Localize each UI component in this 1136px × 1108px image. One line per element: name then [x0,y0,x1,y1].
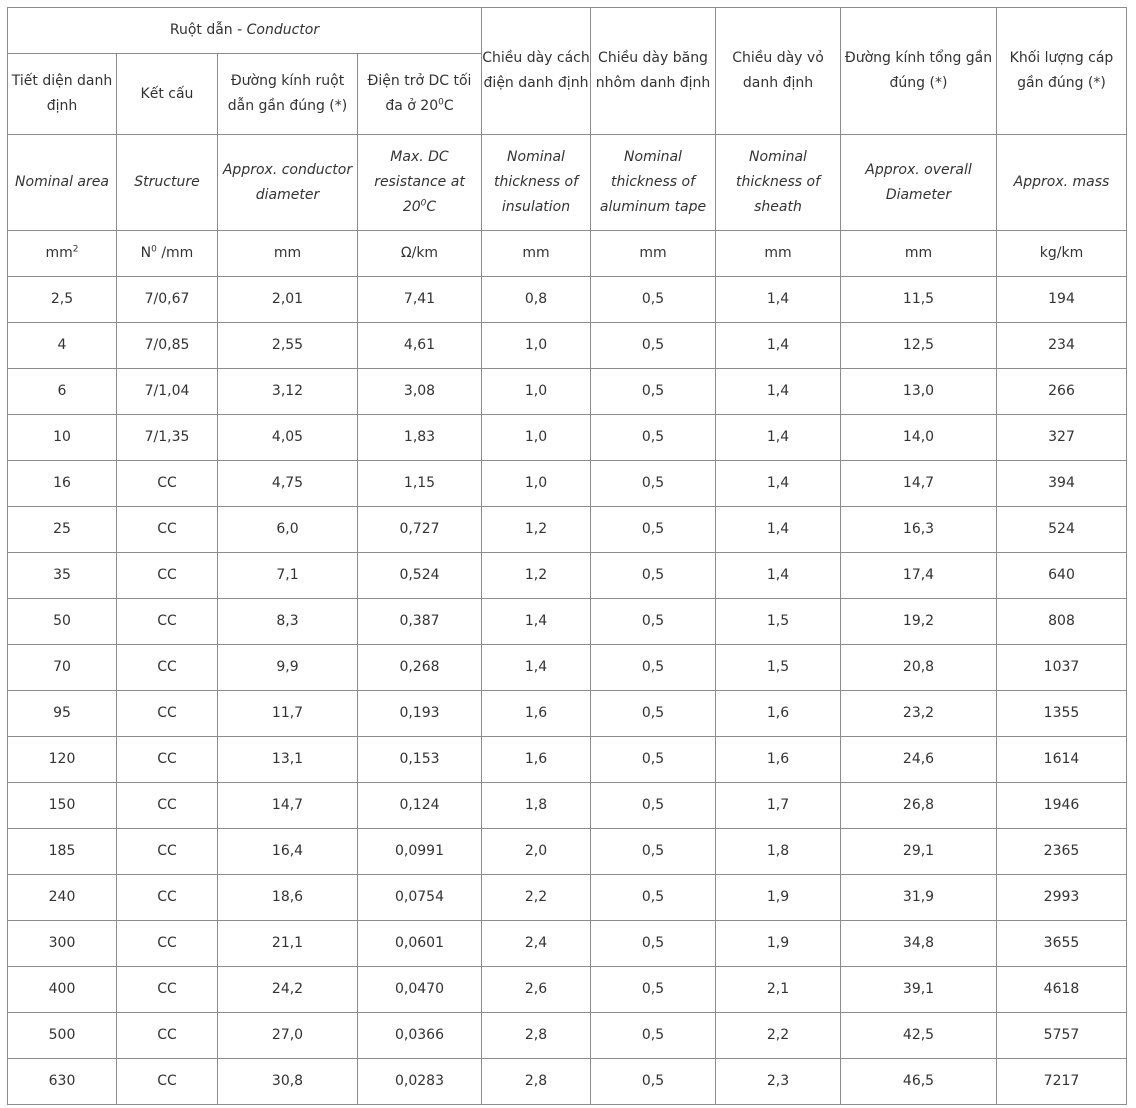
unit-cell: Ω/km [358,231,482,277]
table-cell: 0,268 [358,645,482,691]
table-cell: 185 [8,829,117,875]
table-cell: CC [117,599,218,645]
table-cell: 26,8 [841,783,997,829]
table-cell: 1,6 [482,737,591,783]
table-cell: 7217 [997,1059,1127,1105]
table-cell: 0,5 [591,645,716,691]
table-cell: 1,8 [482,783,591,829]
unit-cell: mm [218,231,358,277]
conductor-group-header [8,8,482,54]
table-cell: 4,61 [358,323,482,369]
table-row [8,691,1127,737]
table-row [8,277,1127,323]
table-cell: 14,0 [841,415,997,461]
table-cell: 1614 [997,737,1127,783]
table-cell: CC [117,507,218,553]
header-resistance-en: Max. DC resistance at $20^0C$ [358,135,482,231]
header-mass-en: Approx. mass [997,135,1127,231]
table-cell: 13,0 [841,369,997,415]
table-cell: 640 [997,553,1127,599]
table-cell: 1,15 [358,461,482,507]
header-row-units [8,231,1127,277]
header-overall-diameter-vi: Đường kính tổng gần đúng (*) [841,8,997,135]
table-cell: 150 [8,783,117,829]
table-cell: 2993 [997,875,1127,921]
table-cell: 17,4 [841,553,997,599]
header-resistance-vi: Điện trở DC tối đa ở $20^0C$ [358,54,482,135]
table-cell: 1,4 [716,323,841,369]
table-cell: 3655 [997,921,1127,967]
table-cell: 14,7 [841,461,997,507]
table-cell: 70 [8,645,117,691]
table-cell: 0,0754 [358,875,482,921]
table-cell: 2,1 [716,967,841,1013]
table-row [8,645,1127,691]
table-cell: 7/0,85 [117,323,218,369]
table-cell: 11,5 [841,277,997,323]
table-cell: CC [117,737,218,783]
table-row [8,507,1127,553]
table-cell: 266 [997,369,1127,415]
table-row [8,875,1127,921]
table-cell: CC [117,691,218,737]
table-cell: 2,2 [482,875,591,921]
table-cell: 20,8 [841,645,997,691]
table-cell: 0,5 [591,737,716,783]
table-cell: 1,0 [482,323,591,369]
table-cell: 2365 [997,829,1127,875]
table-row [8,829,1127,875]
table-cell: 23,2 [841,691,997,737]
table-cell: 1,4 [482,599,591,645]
table-cell: 0,5 [591,415,716,461]
header-conductor-diameter-vi: Đường kính ruột dẫn gần đúng (*) [218,54,358,135]
table-cell: 16,3 [841,507,997,553]
table-cell: 2,55 [218,323,358,369]
header-structure-vi: Kết cấu [117,54,218,135]
table-cell: 1,0 [482,461,591,507]
table-cell: 29,1 [841,829,997,875]
header-sheath-en: Nominal thickness of sheath [716,135,841,231]
table-cell: 4,05 [218,415,358,461]
table-cell: 21,1 [218,921,358,967]
table-cell: 46,5 [841,1059,997,1105]
table-cell: 18,6 [218,875,358,921]
table-cell: 7/1,04 [117,369,218,415]
table-cell: 3,12 [218,369,358,415]
table-cell: 0,5 [591,875,716,921]
table-cell: 0,124 [358,783,482,829]
table-cell: 7,41 [358,277,482,323]
table-cell: 0,5 [591,1013,716,1059]
table-cell: 2,8 [482,1059,591,1105]
table-cell: 7/0,67 [117,277,218,323]
table-cell: 2,0 [482,829,591,875]
table-cell: 95 [8,691,117,737]
table-cell: 1946 [997,783,1127,829]
table-cell: 0,0470 [358,967,482,1013]
table-cell: 0,727 [358,507,482,553]
table-cell: 400 [8,967,117,1013]
table-cell: 42,5 [841,1013,997,1059]
table-cell: 2,4 [482,921,591,967]
table-cell: 1,2 [482,507,591,553]
table-cell: 0,5 [591,553,716,599]
header-conductor-diameter-en: Approx. conductor diameter [218,135,358,231]
table-row [8,783,1127,829]
table-cell: 24,2 [218,967,358,1013]
table-cell: 0,8 [482,277,591,323]
table-cell: 0,5 [591,277,716,323]
table-cell: 0,5 [591,599,716,645]
table-body [8,277,1127,1105]
table-cell: 0,193 [358,691,482,737]
table-row [8,1013,1127,1059]
unit-cell: kg/km [997,231,1127,277]
table-cell: 327 [997,415,1127,461]
table-cell: 1,6 [716,737,841,783]
table-cell: 4618 [997,967,1127,1013]
table-cell: 5757 [997,1013,1127,1059]
header-overall-diameter-en: Approx. overall Diameter [841,135,997,231]
table-cell: 1,0 [482,415,591,461]
table-cell: 16 [8,461,117,507]
header-insulation-en: Nominal thickness of insulation [482,135,591,231]
table-cell: 1,5 [716,599,841,645]
table-cell: 0,0283 [358,1059,482,1105]
table-cell: 1037 [997,645,1127,691]
table-cell: 10 [8,415,117,461]
table-cell: 2,5 [8,277,117,323]
header-nominal-area-en: Nominal area [8,135,117,231]
table-cell: 0,5 [591,1059,716,1105]
table-cell: 524 [997,507,1127,553]
unit-cell: mm [482,231,591,277]
table-cell: 6 [8,369,117,415]
unit-cell: $N^0$ /mm [117,231,218,277]
table-row [8,553,1127,599]
header-row-en [8,135,1127,231]
header-aluminum-tape-vi: Chiều dày băng nhôm danh định [591,8,716,135]
table-cell: 1,4 [716,415,841,461]
table-cell: 11,7 [218,691,358,737]
table-cell: 25 [8,507,117,553]
conductor-group-label-vi: Ruột dẫn - [169,22,247,38]
table-cell: 1,5 [716,645,841,691]
table-cell: 0,153 [358,737,482,783]
table-row [8,369,1127,415]
table-row [8,737,1127,783]
cable-spec-table [7,7,1127,1105]
header-aluminum-tape-en: Nominal thickness of aluminum tape [591,135,716,231]
table-cell: 6,0 [218,507,358,553]
table-cell: 3,08 [358,369,482,415]
table-cell: 2,6 [482,967,591,1013]
unit-cell: mm [716,231,841,277]
header-mass-vi: Khối lượng cáp gần đúng (*) [997,8,1127,135]
table-cell: 1,9 [716,921,841,967]
table-row [8,599,1127,645]
table-cell: 394 [997,461,1127,507]
table-cell: 0,5 [591,829,716,875]
table-cell: 630 [8,1059,117,1105]
table-cell: 1,4 [482,645,591,691]
unit-cell: $mm^2$ [8,231,117,277]
table-cell: 1,4 [716,369,841,415]
table-cell: CC [117,461,218,507]
table-cell: 7/1,35 [117,415,218,461]
table-cell: 1,0 [482,369,591,415]
table-row [8,921,1127,967]
table-cell: 234 [997,323,1127,369]
table-cell: 7,1 [218,553,358,599]
table-cell: 4,75 [218,461,358,507]
table-cell: 12,5 [841,323,997,369]
conductor-group-label-en: Conductor [246,22,320,38]
table-cell: 39,1 [841,967,997,1013]
table-cell: 1,83 [358,415,482,461]
table-cell: 1,9 [716,875,841,921]
table-cell: 0,387 [358,599,482,645]
table-cell: 2,8 [482,1013,591,1059]
header-nominal-area-vi: Tiết diện danh định [8,54,117,135]
table-cell: 0,524 [358,553,482,599]
table-row [8,1059,1127,1105]
table-cell: 2,2 [716,1013,841,1059]
table-cell: 1,7 [716,783,841,829]
table-cell: CC [117,645,218,691]
table-cell: 1,6 [716,691,841,737]
table-cell: 0,0991 [358,829,482,875]
table-cell: 4 [8,323,117,369]
table-row [8,415,1127,461]
table-cell: 1,6 [482,691,591,737]
table-cell: 2,01 [218,277,358,323]
table-cell: 808 [997,599,1127,645]
table-cell: CC [117,921,218,967]
table-cell: 1,4 [716,461,841,507]
table-cell: 0,5 [591,461,716,507]
table-row [8,323,1127,369]
table-cell: 0,5 [591,921,716,967]
table-cell: 16,4 [218,829,358,875]
table-cell: 500 [8,1013,117,1059]
table-cell: 0,5 [591,967,716,1013]
table-cell: CC [117,1013,218,1059]
table-cell: 120 [8,737,117,783]
table-cell: 0,5 [591,369,716,415]
table-cell: 1,4 [716,277,841,323]
table-cell: 0,5 [591,323,716,369]
table-cell: CC [117,783,218,829]
table-cell: CC [117,875,218,921]
table-cell: 1,4 [716,507,841,553]
table-cell: 14,7 [218,783,358,829]
table-cell: 19,2 [841,599,997,645]
table-cell: 2,3 [716,1059,841,1105]
table-cell: CC [117,967,218,1013]
table-cell: 0,5 [591,783,716,829]
header-insulation-vi: Chiều dày cách điện danh định [482,8,591,135]
table-cell: 24,6 [841,737,997,783]
table-cell: 0,0601 [358,921,482,967]
table-cell: 30,8 [218,1059,358,1105]
table-cell: 27,0 [218,1013,358,1059]
table-cell: 13,1 [218,737,358,783]
unit-cell: mm [841,231,997,277]
table-cell: 1,2 [482,553,591,599]
header-sheath-vi: Chiều dày vỏ danh định [716,8,841,135]
table-cell: 194 [997,277,1127,323]
table-cell: 1,8 [716,829,841,875]
table-cell: 1,4 [716,553,841,599]
table-cell: 300 [8,921,117,967]
table-cell: CC [117,1059,218,1105]
table-row [8,461,1127,507]
table-cell: 35 [8,553,117,599]
spec-table-container [7,7,1127,1105]
unit-cell: mm [591,231,716,277]
table-cell: 31,9 [841,875,997,921]
table-cell: 50 [8,599,117,645]
table-cell: 0,5 [591,691,716,737]
table-cell: 34,8 [841,921,997,967]
table-row [8,967,1127,1013]
table-cell: 1355 [997,691,1127,737]
table-cell: 0,5 [591,507,716,553]
header-row-group [8,8,1127,54]
header-structure-en: Structure [117,135,218,231]
table-cell: CC [117,829,218,875]
table-cell: 9,9 [218,645,358,691]
table-cell: 0,0366 [358,1013,482,1059]
table-cell: 240 [8,875,117,921]
table-cell: CC [117,553,218,599]
table-cell: 8,3 [218,599,358,645]
